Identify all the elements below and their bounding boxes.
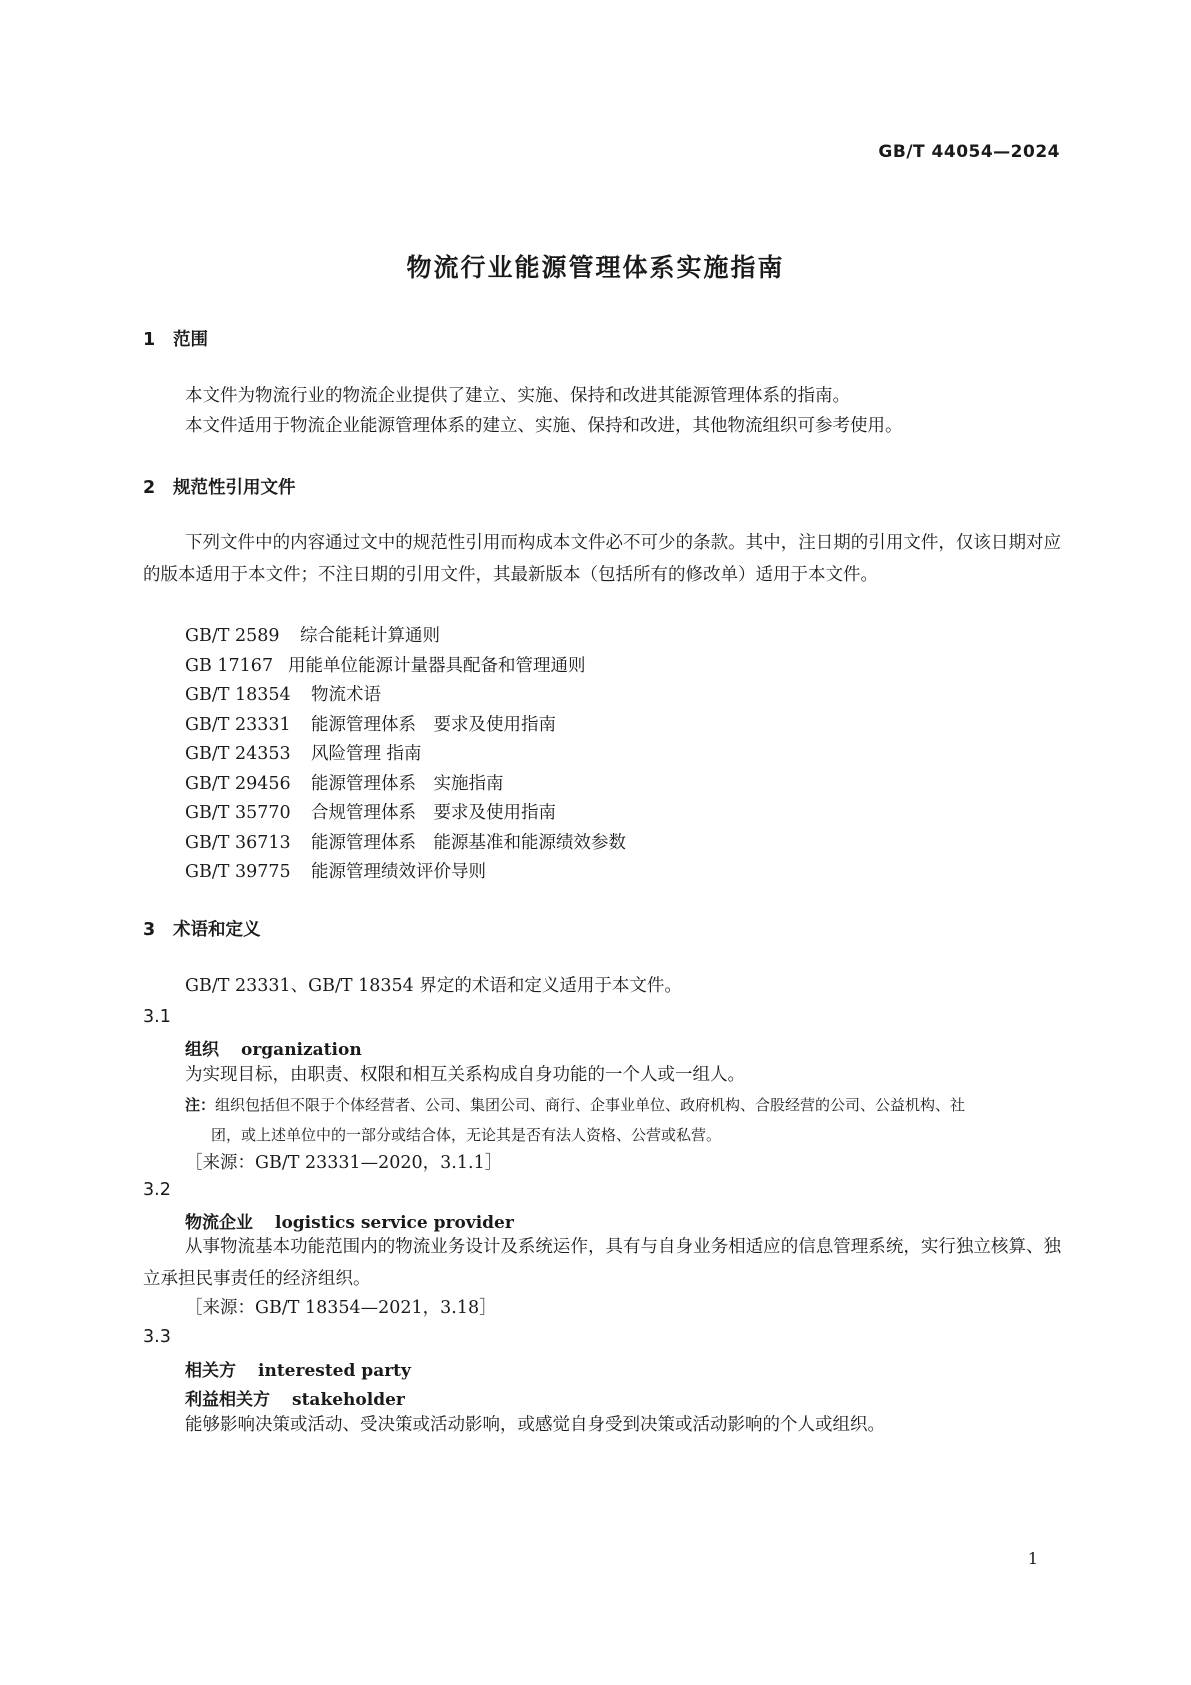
term-zh: 组织 <box>185 1040 219 1060</box>
term-number: 3.2 <box>143 1180 171 1200</box>
term-zh: 相关方 <box>185 1361 236 1381</box>
reference-title: 综合能耗计算通则 <box>300 626 440 646</box>
section-number: 1 <box>143 330 156 350</box>
reference-item <box>185 711 556 736</box>
note-text: 组织包括但不限于个体经营者、公司、集团公司、商行、企事业单位、政府机构、合股经营的公司、公益机构、社 <box>215 1096 966 1114</box>
reference-code: GB/T 23331 <box>185 715 291 735</box>
term-heading <box>185 1035 362 1060</box>
note <box>185 1090 1061 1150</box>
reference-item <box>185 681 381 706</box>
section-2-heading <box>143 474 296 499</box>
term-source: ［来源：GB/T 23331—2020，3.1.1］ <box>185 1153 503 1173</box>
term-number: 3.3 <box>143 1327 171 1347</box>
reference-item <box>185 829 626 854</box>
term-en: interested party <box>258 1361 411 1381</box>
term-en: logistics service provider <box>275 1213 514 1233</box>
paragraph: 本文件为物流行业的物流企业提供了建立、实施、保持和改进其能源管理体系的指南。 <box>185 386 850 406</box>
reference-title: 能源管理体系 要求及使用指南 <box>311 715 556 735</box>
term-en: organization <box>241 1040 362 1060</box>
reference-item <box>185 799 556 824</box>
section-3-heading <box>143 916 261 941</box>
reference-code: GB/T 18354 <box>185 685 291 705</box>
reference-code: GB/T 2589 <box>185 626 280 646</box>
term-heading-alt <box>185 1385 405 1410</box>
page-number: 1 <box>1027 1549 1038 1568</box>
section-1-heading <box>143 326 208 351</box>
reference-title: 能源管理体系 能源基准和能源绩效参数 <box>311 833 626 853</box>
term-definition: 能够影响决策或活动、受决策或活动影响，或感觉自身受到决策或活动影响的个人或组织。 <box>185 1415 885 1435</box>
paragraph: GB/T 23331、GB/T 18354 界定的术语和定义适用于本文件。 <box>185 976 682 996</box>
reference-item <box>185 740 422 765</box>
term-definition: 为实现目标，由职责、权限和相互关系构成自身功能的一个人或一组人。 <box>185 1065 745 1085</box>
reference-title: 物流术语 <box>311 685 381 705</box>
reference-code: GB 17167 <box>185 656 274 676</box>
term-en: stakeholder <box>292 1390 405 1410</box>
reference-title: 风险管理 指南 <box>311 744 422 764</box>
section-title: 范围 <box>173 330 208 350</box>
reference-item <box>185 652 586 677</box>
reference-item <box>185 858 486 883</box>
reference-code: GB/T 35770 <box>185 803 291 823</box>
term-zh: 物流企业 <box>185 1213 253 1233</box>
standard-number: GB/T 44054—2024 <box>878 142 1060 162</box>
paragraph: 本文件适用于物流企业能源管理体系的建立、实施、保持和改进，其他物流组织可参考使用。 <box>185 416 903 436</box>
reference-title: 能源管理体系 实施指南 <box>311 774 504 794</box>
reference-code: GB/T 24353 <box>185 744 291 764</box>
note-label: 注： <box>185 1096 216 1114</box>
term-definition: 从事物流基本功能范围内的物流业务设计及系统运作，具有与自身业务相适应的信息管理系统，实行独立核算、独立承担民事责任的经济组织。 <box>143 1237 1061 1289</box>
document-title: 物流行业能源管理体系实施指南 <box>406 253 785 282</box>
reference-code: GB/T 39775 <box>185 862 291 882</box>
term-source: ［来源：GB/T 18354—2021，3.18］ <box>185 1298 497 1318</box>
reference-code: GB/T 29456 <box>185 774 291 794</box>
term-zh: 利益相关方 <box>185 1390 270 1410</box>
reference-title: 用能单位能源计量器具配备和管理通则 <box>288 656 586 676</box>
section-title: 术语和定义 <box>173 920 261 940</box>
section-title: 规范性引用文件 <box>173 478 296 498</box>
reference-title: 合规管理体系 要求及使用指南 <box>311 803 556 823</box>
term-heading <box>185 1208 514 1233</box>
reference-item <box>185 770 504 795</box>
term-heading <box>185 1356 411 1381</box>
section-number: 2 <box>143 478 156 498</box>
note-text-cont: 团，或上述单位中的一部分或结合体，无论其是否有法人资格、公营或私营。 <box>211 1126 722 1144</box>
term-number: 3.1 <box>143 1007 171 1027</box>
reference-title: 能源管理绩效评价导则 <box>311 862 486 882</box>
paragraph: 下列文件中的内容通过文中的规范性引用而构成本文件必不可少的条款。其中，注日期的引用文件，仅该日期对应的版本适用于本文件；不注日期的引用文件，其最新版本（包括所有的修改单）适用于本文件。 <box>143 533 1061 585</box>
section-number: 3 <box>143 920 156 940</box>
reference-item <box>185 622 440 647</box>
reference-code: GB/T 36713 <box>185 833 291 853</box>
